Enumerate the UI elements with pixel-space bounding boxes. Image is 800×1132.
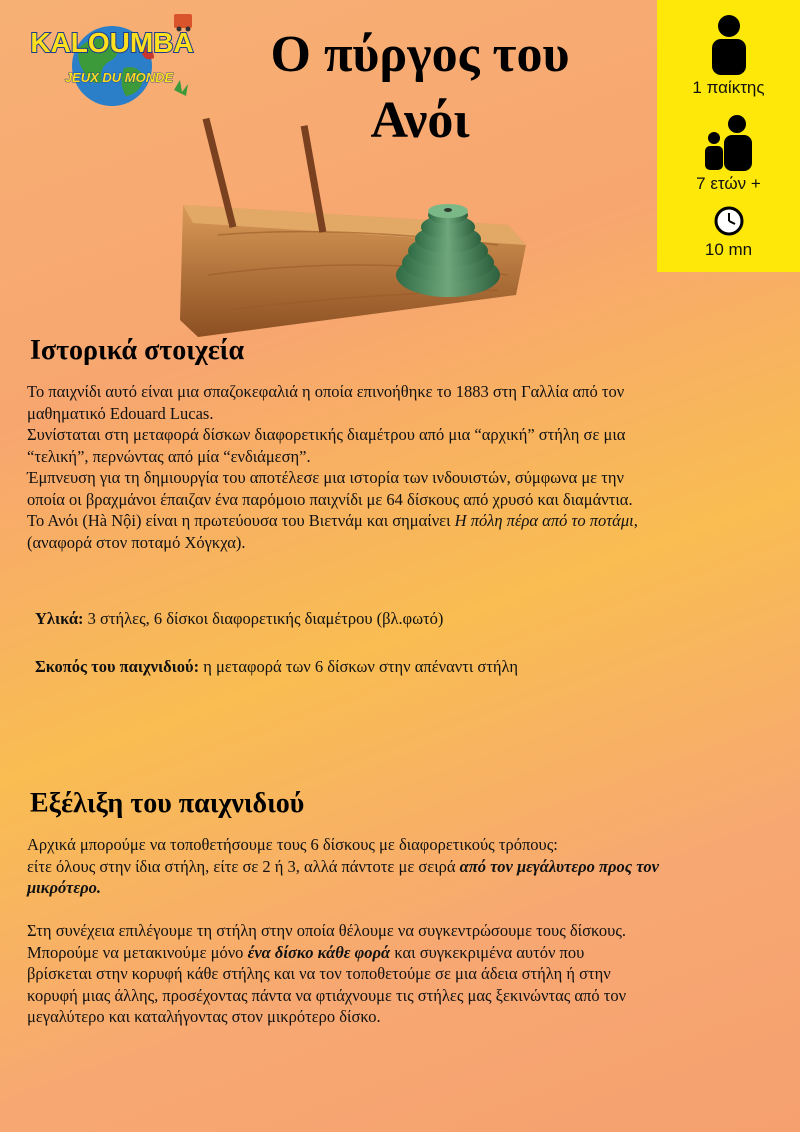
- logo-tagline: JEUX DU MONDE: [64, 70, 174, 85]
- materials-line: [35, 609, 443, 629]
- history-heading: Ιστορικά στοιχεία: [30, 335, 245, 366]
- players-label: 1 παίκτης: [692, 78, 765, 97]
- evolution-line: μεγαλύτερο και καταλήγοντας στον μικρότερο δίσκο.: [27, 1007, 381, 1026]
- title-line-1: Ο πύργος του: [270, 26, 570, 83]
- single-person-icon: [657, 14, 800, 81]
- two-persons-icon: [657, 114, 800, 177]
- goal-line: [35, 657, 518, 677]
- history-line: Συνίσταται στη μεταφορά δίσκων διαφορετικής διαμέτρου από μια “αρχική” στήλη σε μια: [27, 425, 626, 444]
- history-line: (αναφορά στον ποταμό Χόγκχα).: [27, 532, 246, 552]
- evolution-line: βρίσκεται στην κορυφή κάθε στήλης και να τον τοποθετούμε σε μια άδεια στήλη ή στην: [27, 964, 611, 983]
- history-line: Έμπνευση για τη δημιουργία του αποτέλεσε μια ιστορία των ινδουιστών, σύμφωνα με την: [27, 468, 624, 487]
- evolution-heading: Εξέλιξη του παιχνιδιού: [30, 788, 305, 819]
- hanoi-meaning-line: Το Ανόι (Hà Nội) είναι η πρωτεύουσα του Βιετνάμ και σημαίνει Η πόλη πέρα από το ποτάμι,: [27, 511, 638, 530]
- materials-value: 3 στήλες, 6 δίσκοι διαφορετικής διαμέτρου (βλ.φωτό): [83, 609, 444, 628]
- hanoi-meaning-italic: Η πόλη πέρα από το ποτάμι: [454, 511, 634, 530]
- evolution-line: Στη συνέχεια επιλέγουμε τη στήλη στην οποία θέλουμε να συγκεντρώσουμε τους δίσκους.: [27, 921, 626, 940]
- evolution-line: κορυφή μιας άλλης, προσέχοντας πάντα να φτιάχνουμε τις στήλες μας ξεκινώντας από τον: [27, 985, 627, 1005]
- goal-label: Σκοπός του παιχνιδιού:: [35, 657, 200, 676]
- materials-label: Υλικά:: [35, 609, 84, 628]
- evolution-line: Μπορούμε να μετακινούμε μόνο ένα δίσκο κάθε φορά και συγκεκριμένα αυτόν που: [27, 942, 585, 962]
- title-line-2: Ανόι: [370, 92, 470, 149]
- history-line: Το παιχνίδι αυτό είναι μια σπαζοκεφαλιά η οποία επινοήθηκε το 1883 στη Γαλλία από τον: [27, 382, 625, 401]
- history-line: μαθηματικό Edouard Lucas.: [27, 403, 214, 423]
- history-line: οποία οι βραχμάνοι έπαιζαν ένα παρόμοιο παιχνίδι με 64 δίσκους από χρυσό και διαμάντια.: [27, 489, 633, 509]
- age-label: 7 ετών +: [696, 174, 761, 193]
- evolution-line: είτε όλους στην ίδια στήλη, είτε σε 2 ή 3, αλλά πάντοτε με σειρά από τον μεγάλυτερο προς τον: [27, 856, 659, 876]
- game-info-panel: [657, 0, 800, 272]
- history-text: [27, 381, 767, 553]
- history-line: “τελική”, περνώντας από μία “ενδιάμεση”.: [27, 446, 311, 466]
- kaloumba-logo: [24, 8, 199, 108]
- logo-brand: KALOUMBA: [30, 27, 194, 58]
- evolution-line: Αρχικά μπορούμε να τοποθετήσουμε τους 6 δίσκους με διαφορετικούς τρόπους:: [27, 835, 558, 854]
- evolution-text: [27, 834, 767, 1028]
- clock-icon: [657, 206, 800, 241]
- time-label: 10 mn: [704, 240, 753, 259]
- evolution-line: μικρότερο.: [27, 878, 101, 897]
- tower-of-hanoi-photo: [178, 105, 538, 345]
- goal-value: η μεταφορά των 6 δίσκων στην απέναντι στήλη: [199, 657, 519, 676]
